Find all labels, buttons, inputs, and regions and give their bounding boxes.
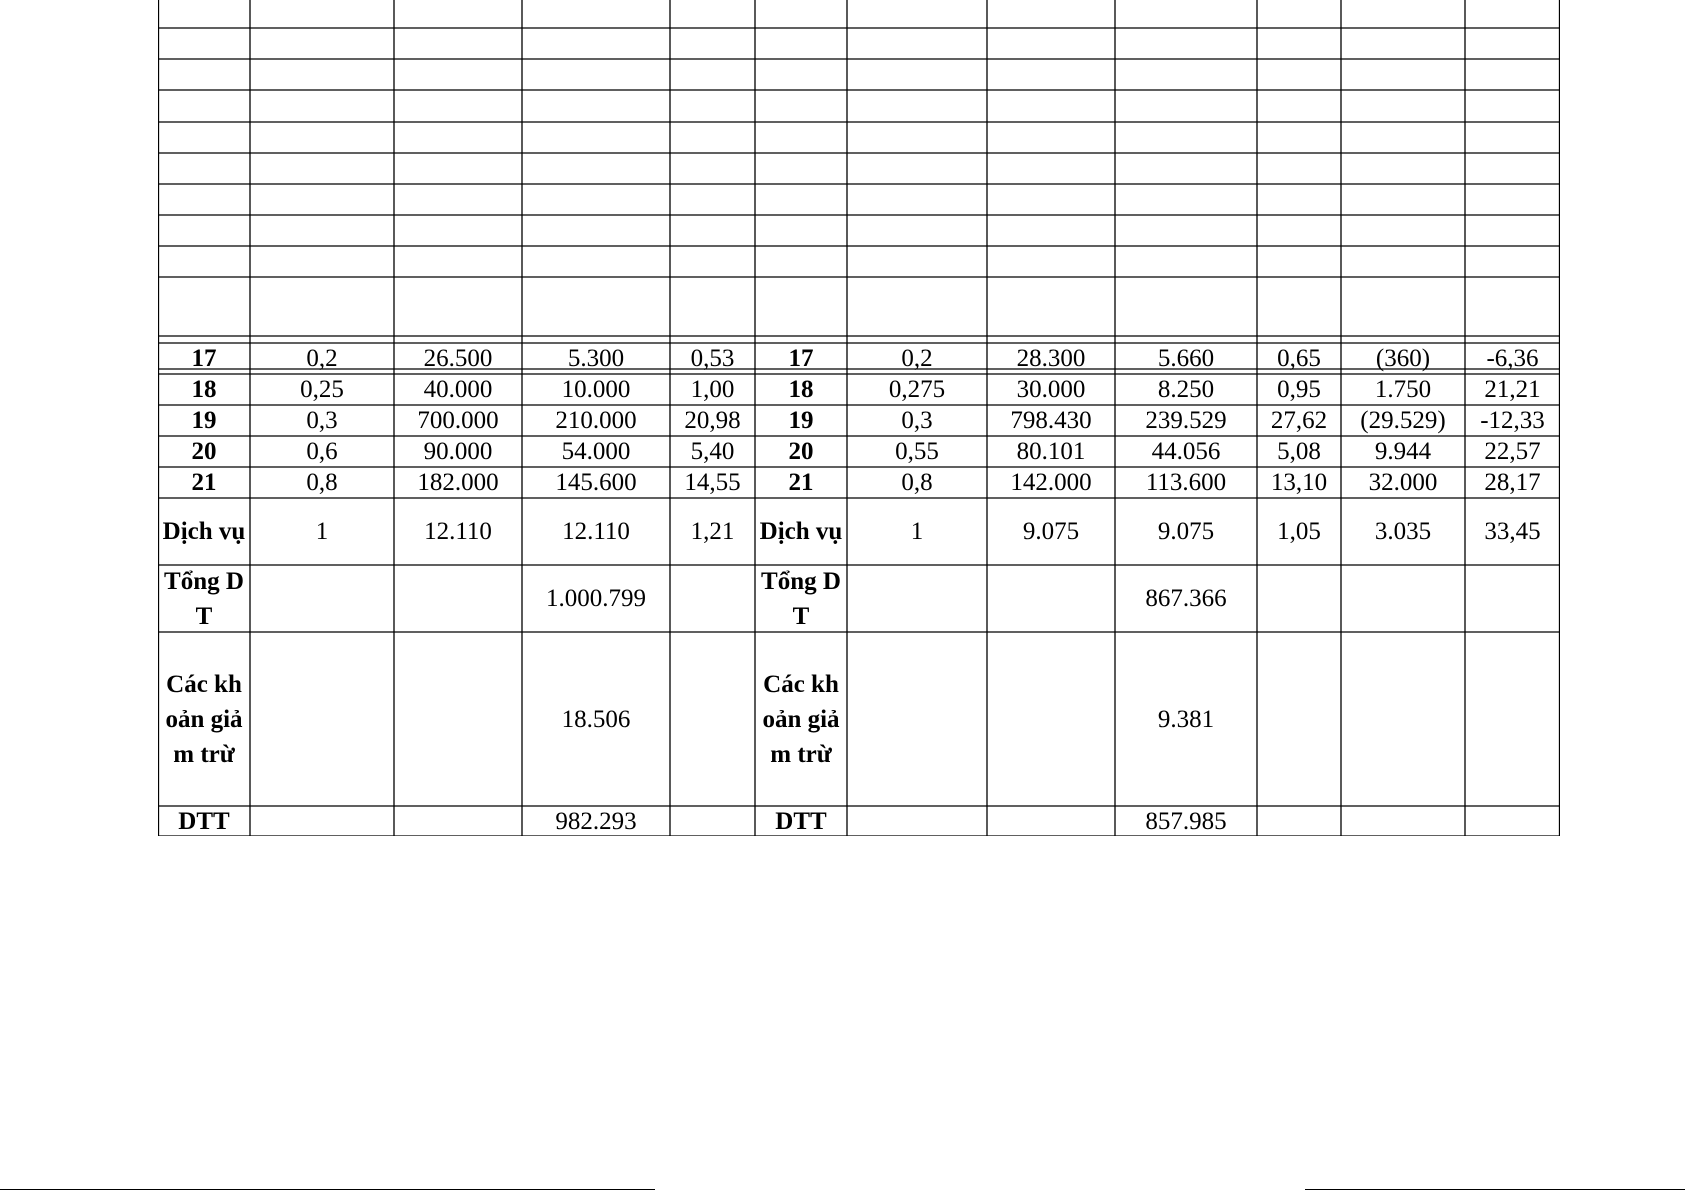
table-cell: 27,62: [1270, 407, 1328, 434]
page-bottom-line-right: [1305, 1189, 1685, 1190]
table-cell: [987, 806, 1115, 836]
table-cell: (29.529): [1360, 407, 1446, 434]
table-cell: [670, 565, 755, 632]
table-cell: 5.300: [567, 345, 625, 372]
table-cell: Các khoản giảm trừ: [762, 670, 840, 768]
table-cell: Tổng DT: [164, 567, 244, 630]
table-cell: 5,40: [690, 438, 735, 465]
table-cell: -12,33: [1480, 407, 1545, 434]
table-cell: 9.075: [1022, 518, 1080, 545]
table-cell: [847, 565, 987, 632]
table-cell: [987, 632, 1115, 806]
table-cell: 18: [788, 376, 814, 403]
table-cell: 17: [191, 345, 217, 372]
table-cell: [1465, 632, 1560, 806]
table-cell: [394, 806, 522, 836]
table-cell: DTT: [178, 807, 230, 835]
table-cell: 0,275: [888, 376, 946, 403]
table-cell: 700.000: [417, 407, 499, 434]
table-cell: 28,17: [1484, 469, 1541, 496]
table-cell: 867.366: [1145, 585, 1227, 612]
table-cell: 44.056: [1151, 438, 1221, 465]
table-cell: 40.000: [423, 376, 493, 403]
table-cell: [1465, 806, 1560, 836]
table-cell: DTT: [775, 807, 827, 835]
table-cell: 0,53: [690, 345, 735, 372]
table-cell: (360): [1375, 345, 1431, 372]
table-cell: 54.000: [561, 438, 631, 465]
table-cell: 19: [788, 407, 814, 434]
table-cell: 9.944: [1374, 438, 1432, 465]
table-cell: [1341, 806, 1465, 836]
table-cell: [250, 632, 394, 806]
table-cell: 0,25: [300, 376, 344, 403]
table-cell: 5,08: [1277, 438, 1321, 465]
table-cell: 10.000: [561, 376, 631, 403]
table-cell: [670, 632, 755, 806]
table-cell: 22,57: [1484, 438, 1541, 465]
table-cell: [1341, 565, 1465, 632]
table-cell: 18: [191, 376, 217, 403]
table-cell: 14,55: [684, 469, 741, 496]
table-cell: Tổng DT: [761, 567, 841, 630]
table-cell: 21: [191, 469, 217, 496]
table-cell: -6,36: [1486, 345, 1539, 372]
table-cell: 33,45: [1484, 518, 1541, 545]
table-cell: 20: [191, 438, 217, 465]
table-cell: 5.660: [1157, 345, 1215, 372]
table-cell: 113.600: [1145, 469, 1227, 496]
table-cell: 0,3: [306, 407, 338, 434]
table-cell: 9.381: [1157, 705, 1215, 733]
table-cell: 0,3: [901, 407, 933, 434]
table-cell: Dịch vụ: [162, 518, 246, 545]
table-cell: [394, 632, 522, 806]
table-cell: 20,98: [684, 407, 741, 434]
table-cell: 1.750: [1374, 376, 1432, 403]
table-cell: 20: [788, 438, 814, 465]
table-cell: 32.000: [1368, 469, 1438, 496]
table-cell: 1,05: [1277, 518, 1321, 545]
table-cell: 21: [788, 469, 814, 496]
table-cell: 142.000: [1010, 469, 1092, 496]
table-cell: Dịch vụ: [759, 518, 843, 545]
table-cell: 0,8: [901, 469, 933, 496]
table-cell: [1341, 632, 1465, 806]
table-cell: 90.000: [423, 438, 493, 465]
table-cell: 21,21: [1484, 376, 1541, 403]
table-cell: [1257, 632, 1341, 806]
table-cell: 28.300: [1016, 345, 1086, 372]
table-cell: 210.000: [555, 407, 637, 434]
table-cell: 19: [191, 407, 217, 434]
table-cell: 0,6: [306, 438, 338, 465]
table-cell: 17: [788, 345, 814, 372]
table-cell: [394, 565, 522, 632]
table-cell: 8.250: [1157, 376, 1215, 403]
table-cell: 1,00: [690, 376, 735, 403]
table-cell: 982.293: [555, 807, 637, 835]
table-cell: 9.075: [1157, 518, 1215, 545]
table-cell: 12.110: [424, 518, 492, 545]
page-bottom-line-left: [0, 1189, 655, 1190]
data-table: [158, 0, 1560, 836]
table-cell: 30.000: [1016, 376, 1086, 403]
table-cell: [847, 806, 987, 836]
table-cell: 0,65: [1277, 345, 1321, 372]
table-cell: 1.000.799: [546, 585, 646, 612]
table-cell: 18.506: [561, 705, 631, 733]
table-cell: 798.430: [1010, 407, 1092, 434]
table-cell: Các khoản giảm trừ: [165, 670, 243, 768]
table-cell: 1: [910, 518, 924, 545]
table-cell: 1: [315, 518, 329, 545]
table-cell: 12.110: [562, 518, 630, 545]
table-cell: 13,10: [1270, 469, 1328, 496]
table-cell: 0,55: [895, 438, 939, 465]
table-cell: [250, 806, 394, 836]
table-cell: [670, 806, 755, 836]
table-cell: 1,21: [690, 518, 735, 545]
table-cell: [987, 565, 1115, 632]
table-cell: 239.529: [1145, 407, 1227, 434]
table-cell: 0,95: [1277, 376, 1321, 403]
table-cell: 26.500: [423, 345, 493, 372]
table-cell: [250, 565, 394, 632]
table-cell: 857.985: [1145, 807, 1227, 835]
table-cell: 145.600: [555, 469, 637, 496]
table-cell: [847, 632, 987, 806]
table-cell: [1465, 565, 1560, 632]
table-cell: 0,8: [306, 469, 338, 496]
table-cell: 0,2: [901, 345, 933, 372]
table-cell: 80.101: [1016, 438, 1086, 465]
table-cell: 0,2: [306, 345, 338, 372]
table-cell: [1257, 806, 1341, 836]
table-cell: 182.000: [417, 469, 499, 496]
table-cell: 3.035: [1374, 518, 1432, 545]
table-cell: [1257, 565, 1341, 632]
